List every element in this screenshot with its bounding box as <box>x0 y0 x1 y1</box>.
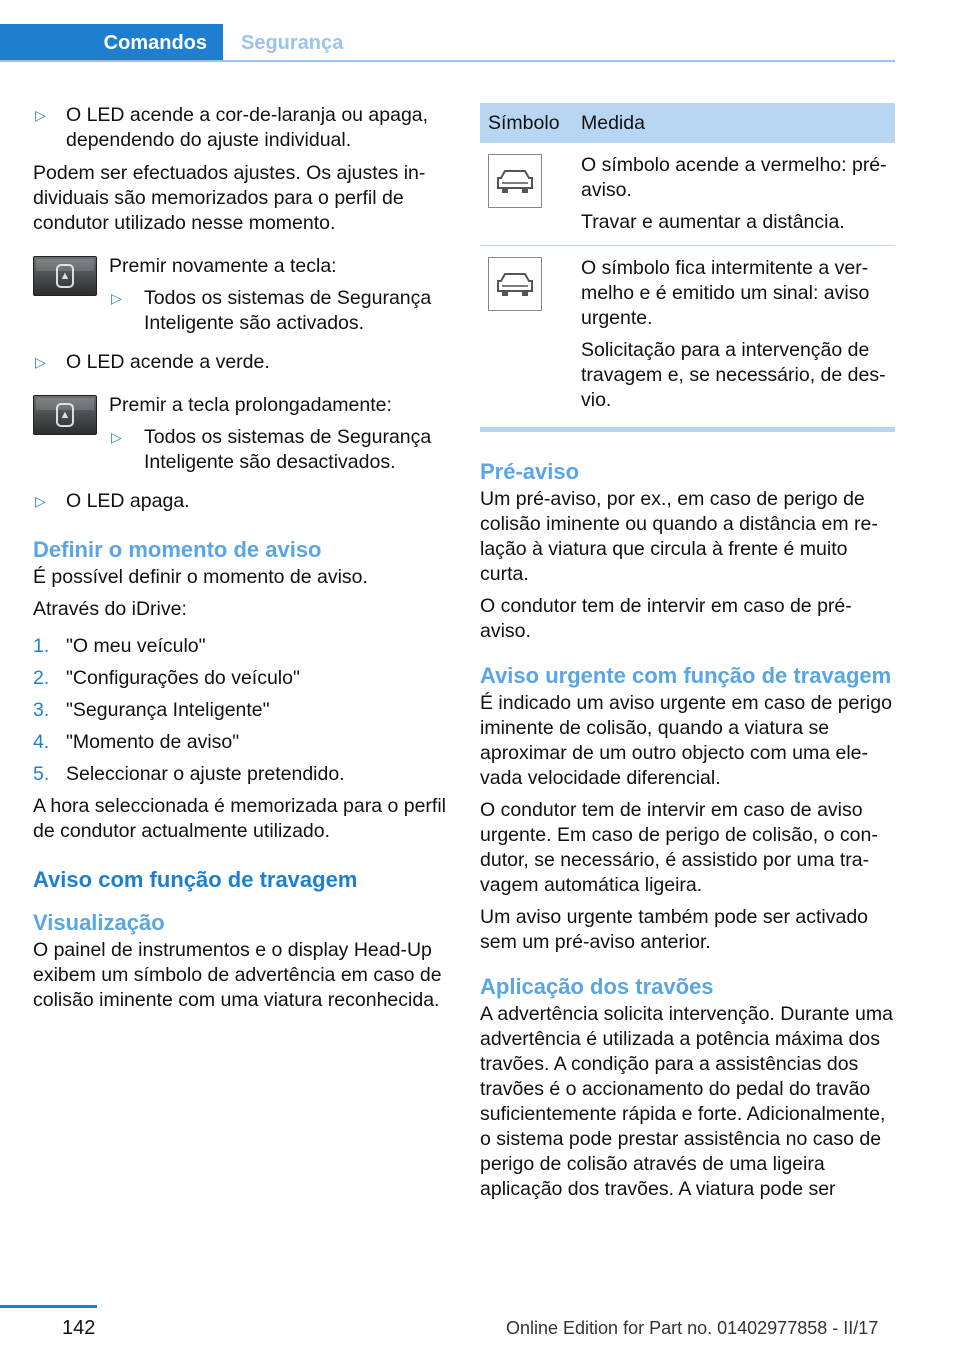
bullet-triangle-icon: ▷ <box>35 493 46 509</box>
section-heading: Pré-aviso <box>480 459 580 484</box>
bullet-triangle-icon: ▷ <box>111 429 122 445</box>
tab-seguranca[interactable]: Segurança <box>241 31 344 54</box>
bullet-item: ▷ Todos os sistemas de Segurança Inteligente são activados. <box>111 287 432 334</box>
table-row: O símbolo fica intermitente a vermelho e é emitido um sinal: aviso urgente. Solicitação para a intervenção de travagem e, se necessário, de desvio. <box>480 246 895 430</box>
edition-note: Online Edition for Part no. 01402977858 - II/17 <box>506 1318 879 1338</box>
paragraph: É possível definir o momento de aviso. <box>33 566 368 588</box>
paragraph: Através do iDrive: <box>33 598 187 620</box>
car-warning-icon <box>488 154 542 208</box>
paragraph: Podem ser efectuados ajustes. Os ajustes individuais são memorizados para o perfil de condutor utilizado nesse momento. <box>33 162 426 234</box>
table-row: O símbolo acende a vermelho: pré-aviso. Travar e aumentar a distância. <box>480 143 895 246</box>
footer-rule <box>0 1305 97 1308</box>
list-item: 1. "O meu veículo" <box>33 635 206 657</box>
list-item: 4. "Momento de aviso" <box>33 731 240 753</box>
symbol-table <box>480 103 895 432</box>
list-item: 5. Seleccionar o ajuste pretendido. <box>33 763 345 785</box>
car-warning-icon: ▲ <box>56 403 74 427</box>
steps-list <box>33 634 448 787</box>
car-warning-icon <box>488 257 542 311</box>
bullet-triangle-icon: ▷ <box>111 290 122 306</box>
paragraph: O condutor tem de intervir em caso de aviso urgente. Em caso de perigo de colisão, o condutor, se necessário, é assistido por uma travagem automática ligeira. <box>480 799 878 896</box>
button-instruction: ▲ Premir novamente a tecla: ▷ Todos os sistemas de Segurança Inteligente são activados. <box>33 254 448 344</box>
bullet-triangle-icon: ▷ <box>35 354 46 370</box>
car-warning-icon: ▲ <box>56 264 74 288</box>
page-header <box>0 0 895 62</box>
bullet-item: ▷ O LED acende a verde. <box>35 351 270 373</box>
bullet-triangle-icon: ▷ <box>35 107 46 123</box>
button-instruction: ▲ Premir a tecla prolongadamente: ▷ Todos os sistemas de Segurança Inteligente são desactivados. <box>33 393 448 483</box>
paragraph: Um pré-aviso, por ex., em caso de perigo de colisão iminente ou quando a distância em relação à viatura que circula à frente é muito curta. <box>480 488 878 585</box>
right-column <box>480 103 895 1209</box>
page-number: 142 <box>62 1317 96 1339</box>
bullet-item: ▷ Todos os sistemas de Segurança Inteligente são desactivados. <box>111 426 432 473</box>
section-heading: Aviso com função de travagem <box>33 867 358 892</box>
bullet-item: ▷ O LED acende a cor-de-laranja ou apaga, dependendo do ajuste individual. <box>35 104 429 151</box>
tab-comandos[interactable]: Comandos <box>0 24 223 62</box>
section-heading: Aplicação dos travões <box>480 974 714 999</box>
left-column <box>33 103 448 1020</box>
paragraph: É indicado um aviso urgente em caso de perigo iminente de colisão, quando a viatura se aproximar de um outro objecto com uma elevada velocidade diferencial. <box>480 692 892 789</box>
paragraph: O painel de instrumentos e o display Head-Up exibem um símbolo de advertência em caso de colisão iminente com uma viatura reconhecida. <box>33 939 442 1011</box>
bullet-item: ▷ O LED apaga. <box>35 490 190 512</box>
section-heading: Aviso urgente com função de travagem <box>480 663 892 688</box>
table-header-measure: Medida <box>573 103 895 143</box>
list-item: 2. "Configurações do veículo" <box>33 667 300 689</box>
header-rule <box>0 60 895 62</box>
paragraph: O condutor tem de intervir em caso de pré-aviso. <box>480 595 852 642</box>
subsection-heading: Visualização <box>33 910 165 935</box>
paragraph: A hora seleccionada é memorizada para o perfil de condutor actualmente utilizado. <box>33 795 446 842</box>
safety-button-image <box>33 256 97 296</box>
paragraph: A advertência solicita intervenção. Durante uma advertência é utilizada a potência máxima dos travões. A condição para a assistências dos travões é o accionamento do pedal do travão suficientemente rápida e forte. Adicionalmente, o sistema pode prestar assistência no caso de perigo de colisão através de uma ligeira aplicação dos travões. A viatura pode ser <box>480 1003 893 1200</box>
paragraph: Um aviso urgente também pode ser activado sem um pré-aviso anterior. <box>480 906 869 953</box>
table-header-symbol: Símbolo <box>480 103 573 143</box>
safety-button-image <box>33 395 97 435</box>
section-heading: Definir o momento de aviso <box>33 537 322 562</box>
list-item: 3. "Segurança Inteligente" <box>33 699 270 721</box>
